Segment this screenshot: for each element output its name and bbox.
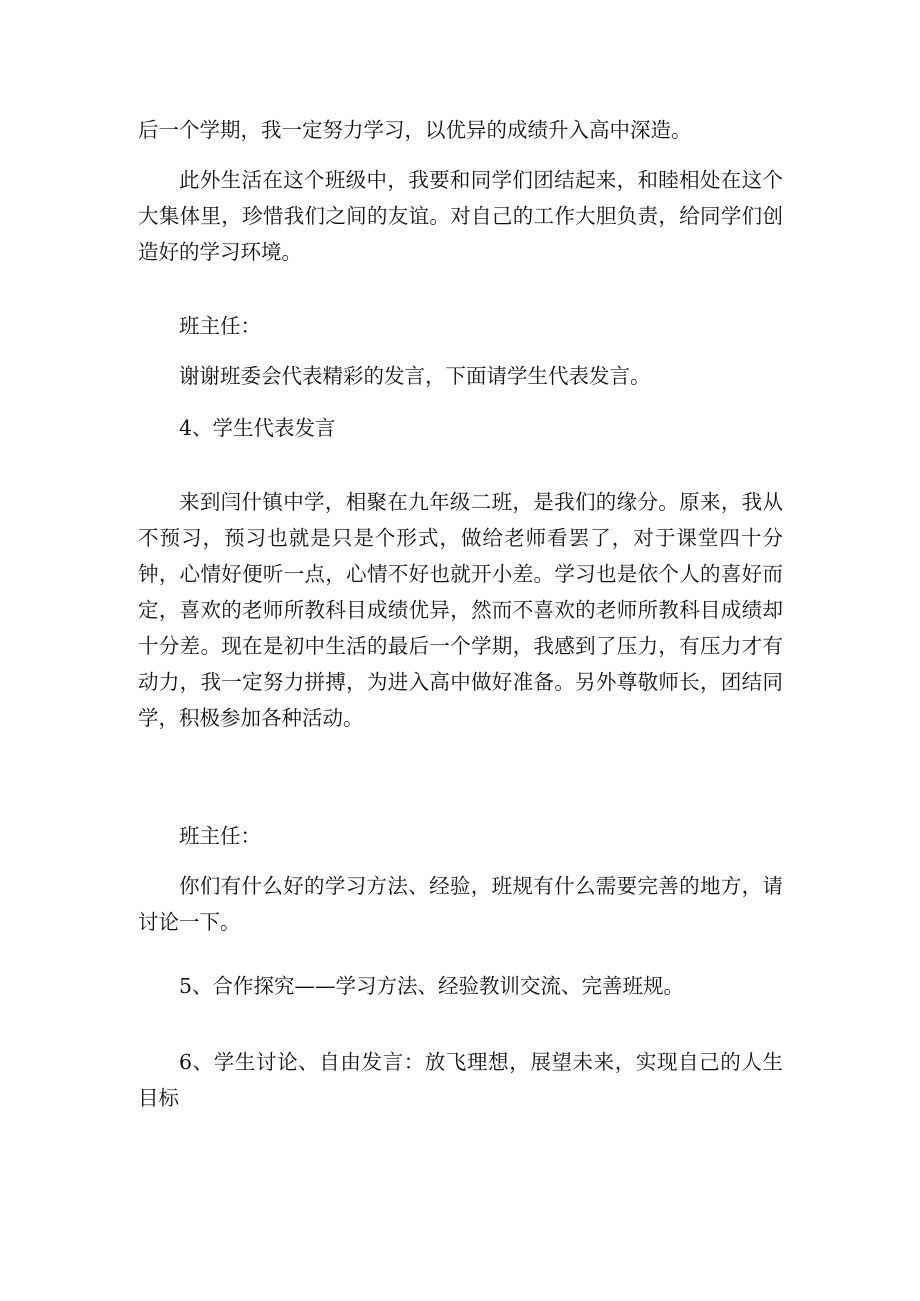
paragraph-student-speech: 来到闫什镇中学，相聚在九年级二班，是我们的缘分。原来，我从不预习，预习也就是只是个形式，做给老师看罢了，对于课堂四十分钟，心情好便听一点，心情不好也就开小差。学习也是依个人的喜好而定，喜欢的老师所教科目成绩优异，然而不喜欢的老师所教科目成绩却十分差。现在是初中生活的最后一个学期，我感到了压力，有压力才有动力，我一定努力拼搏，为进入高中做好准备。另外尊敬师长，团结同学，积极参加各种活动。	[138, 490, 783, 730]
paragraph-discussion-prompt: 你们有什么好的学习方法、经验，班规有什么需要完善的地方，请讨论一下。	[138, 874, 783, 934]
section-heading-4: 4、学生代表发言	[179, 416, 336, 440]
paragraph-continuation: 后一个学期，我一定努力学习，以优异的成绩升入高中深造。	[138, 118, 692, 142]
paragraph-class-unity: 此外生活在这个班级中，我要和同学们团结起来，和睦相处在这个大集体里，珍惜我们之间的友谊。对自己的工作大胆负责，给同学们创造好的学习环境。	[138, 168, 783, 264]
section-heading-6: 6、学生讨论、自由发言：放飞理想，展望未来，实现自己的人生目标	[138, 1050, 783, 1110]
paragraph-thanks: 谢谢班委会代表精彩的发言，下面请学生代表发言。	[179, 364, 651, 388]
speaker-label-head-teacher: 班主任：	[179, 314, 261, 338]
speaker-label-head-teacher-2: 班主任：	[179, 824, 261, 848]
section-heading-5: 5、合作探究——学习方法、经验教训交流、完善班规。	[179, 974, 685, 998]
